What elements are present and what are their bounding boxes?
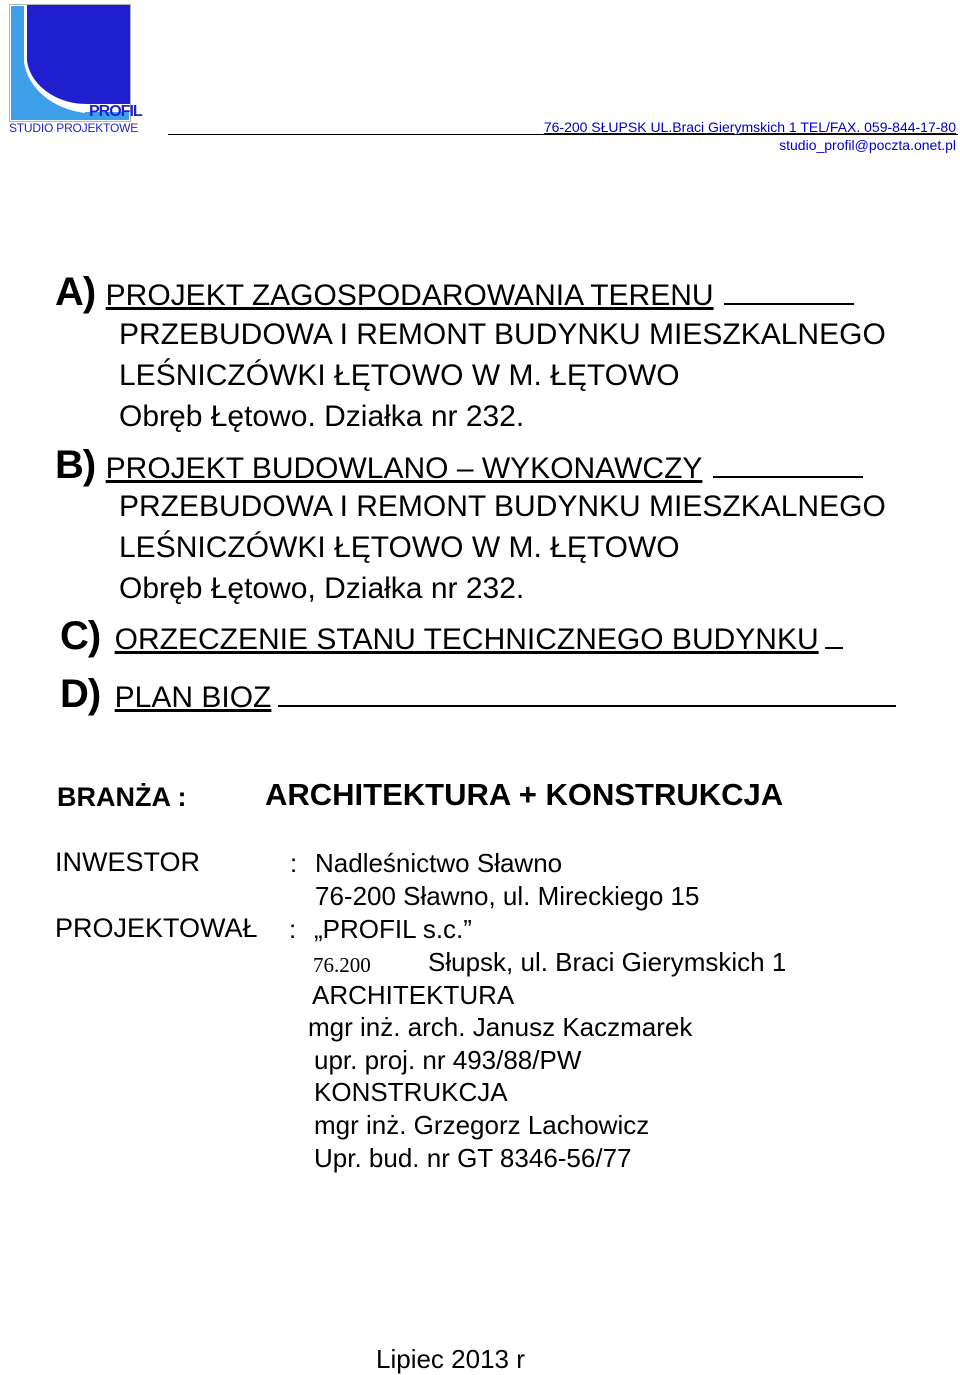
section-c-letter: C): [60, 614, 101, 658]
designer-colon: :: [289, 914, 297, 944]
engineer-name: mgr inż. Grzegorz Lachowicz: [314, 1110, 650, 1140]
investor-address: 76-200 Sławno, ul. Mireckiego 15: [315, 881, 700, 911]
section-a-title: PROJEKT ZAGOSPODAROWANIA TERENU: [105, 279, 714, 312]
section-b-letter: B): [55, 443, 96, 487]
designer-address: Słupsk, ul. Braci Gierymskich 1: [428, 947, 787, 977]
section-b-heading: [55, 443, 863, 488]
designer-label: PROJEKTOWAŁ: [55, 913, 258, 943]
designer-company: „PROFIL s.c.”: [314, 914, 472, 944]
section-a-blank-line: [724, 275, 854, 305]
section-d-title: PLAN BIOZ: [114, 681, 272, 714]
section-a-letter: A): [55, 270, 96, 314]
architect-name: mgr inż. arch. Janusz Kaczmarek: [308, 1012, 693, 1042]
section-c-title: ORZECZENIE STANU TECHNICZNEGO BUDYNKU: [114, 623, 819, 656]
logo-text: PROFIL: [89, 103, 142, 120]
architect-license: upr. proj. nr 493/88/PW: [314, 1045, 582, 1075]
logo-caption: STUDIO PROJEKTOWE: [9, 121, 139, 135]
section-b-line-1: PRZEBUDOWA I REMONT BUDYNKU MIESZKALNEGO: [119, 490, 886, 523]
investor-colon: :: [290, 848, 298, 878]
architecture-label: ARCHITEKTURA: [312, 980, 515, 1010]
branza-value: ARCHITEKTURA + KONSTRUKCJA: [265, 777, 784, 812]
section-b-title: PROJEKT BUDOWLANO – WYKONAWCZY: [105, 452, 703, 485]
section-b-line-2: LEŚNICZÓWKI ŁĘTOWO W M. ŁĘTOWO: [119, 531, 680, 564]
investor-label: INWESTOR: [55, 847, 201, 877]
engineer-license: Upr. bud. nr GT 8346-56/77: [314, 1143, 632, 1173]
investor-name: Nadleśnictwo Sławno: [315, 848, 563, 878]
section-b-line-3: Obręb Łętowo, Działka nr 232.: [119, 572, 525, 605]
footer-date: Lipiec 2013 r: [376, 1344, 525, 1374]
section-a-heading: [55, 270, 854, 315]
studio-profil-logo: [9, 4, 142, 122]
section-a-line-3: Obręb Łętowo. Działka nr 232.: [119, 400, 525, 433]
designer-postcode: 76.200: [313, 953, 371, 977]
section-d-blank-line: [278, 677, 896, 707]
construction-label: KONSTRUKCJA: [314, 1077, 508, 1107]
section-d-heading: [60, 672, 896, 717]
section-a-line-1: PRZEBUDOWA I REMONT BUDYNKU MIESZKALNEGO: [119, 318, 886, 351]
header-email: studio_profil@poczta.onet.pl: [779, 137, 956, 153]
branza-label: BRANŻA :: [57, 782, 187, 812]
section-c-blank-line: [825, 619, 843, 649]
section-d-letter: D): [60, 672, 101, 716]
section-c-heading: [60, 614, 843, 659]
section-a-line-2: LEŚNICZÓWKI ŁĘTOWO W M. ŁĘTOWO: [119, 359, 680, 392]
section-b-blank-line: [713, 448, 863, 478]
header-address: 76-200 SŁUPSK UL.Braci Gierymskich 1 TEL/FAX. 059-844-17-80: [543, 119, 956, 135]
